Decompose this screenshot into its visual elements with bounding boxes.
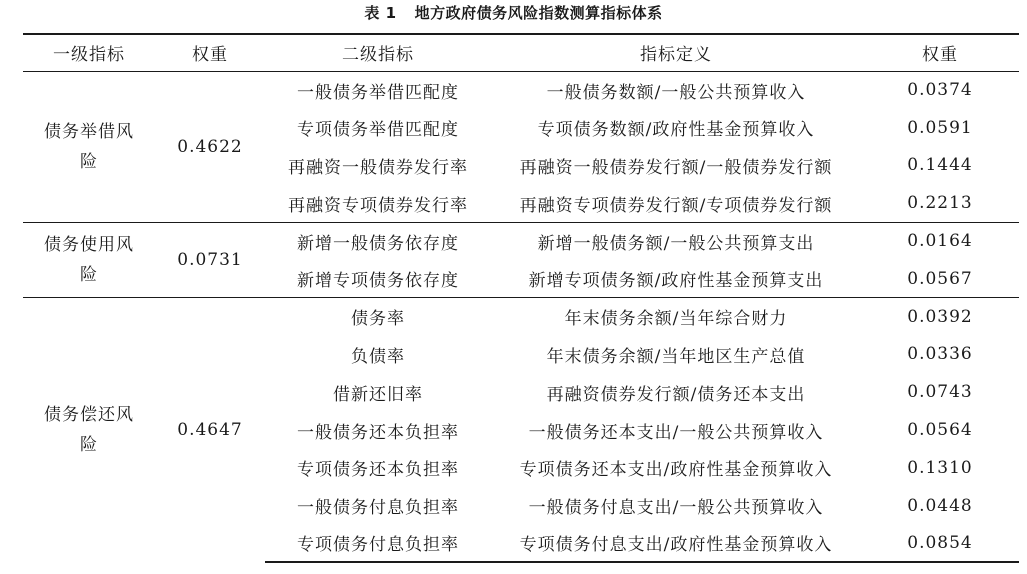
secondary-indicator-cell: 一般债务还本负担率 <box>297 422 459 443</box>
table-number: 表 1 <box>364 4 397 22</box>
secondary-indicator-cell: 一般债务付息负担率 <box>297 498 459 519</box>
definition-cell: 专项债务还本支出/政府性基金预算收入 <box>519 460 833 481</box>
definition-cell: 专项债务付息支出/政府性基金预算收入 <box>491 525 861 563</box>
secondary-indicator-cell: 负债率 <box>351 346 405 367</box>
secondary-indicator-cell: 一般债务举借匹配度 <box>297 82 459 103</box>
secondary-weight-cell: 0.1310 <box>907 457 973 478</box>
secondary-weight-cell: 0.0448 <box>907 495 973 516</box>
secondary-weight-cell: 0.0591 <box>907 117 973 138</box>
definition-cell: 一般债务还本支出/一般公共预算收入 <box>528 422 824 443</box>
header-definition: 指标定义 <box>491 34 861 71</box>
primary-weight-cell: 0.4647 <box>155 298 265 563</box>
primary-indicator-cell: 债务使用风险 <box>23 222 155 298</box>
definition-cell: 新增一般债务额/一般公共预算支出 <box>491 222 861 260</box>
secondary-indicator-cell: 新增一般债务依存度 <box>265 222 491 260</box>
secondary-indicator-cell: 再融资一般债券发行率 <box>288 157 468 178</box>
header-secondary-weight: 权重 <box>861 34 1019 71</box>
definition-cell: 一般债务数额/一般公共预算收入 <box>546 82 806 103</box>
secondary-weight-cell: 0.0392 <box>861 298 1019 336</box>
secondary-weight-cell: 0.0567 <box>907 268 973 289</box>
secondary-indicator-cell: 新增专项债务依存度 <box>297 271 459 292</box>
secondary-indicator-cell: 专项债务付息负担率 <box>265 525 491 563</box>
header-primary-weight: 权重 <box>155 34 265 71</box>
table-title: 地方政府债务风险指数测算指标体系 <box>414 4 663 22</box>
secondary-weight-cell: 0.2213 <box>907 193 973 214</box>
table-row <box>23 71 1019 109</box>
secondary-indicator-cell: 债务率 <box>265 298 491 336</box>
definition-cell: 再融资债券发行额/债务还本支出 <box>546 384 806 405</box>
secondary-indicator-cell: 专项债务还本负担率 <box>297 460 459 481</box>
definition-cell: 专项债务数额/政府性基金预算收入 <box>537 120 815 141</box>
secondary-weight-cell: 0.0854 <box>861 525 1019 563</box>
secondary-indicator-cell: 借新还旧率 <box>333 384 423 405</box>
definition-cell: 再融资一般债券发行额/一般债券发行额 <box>519 157 833 178</box>
secondary-weight-cell: 0.0743 <box>907 382 973 403</box>
primary-indicator-cell: 债务偿还风险 <box>23 298 155 563</box>
secondary-weight-cell: 0.0164 <box>861 222 1019 260</box>
definition-cell: 新增专项债务额/政府性基金预算支出 <box>528 271 824 292</box>
secondary-weight-cell: 0.0374 <box>907 80 973 101</box>
table-row <box>23 298 1019 336</box>
primary-indicator-cell: 债务举借风险 <box>44 121 134 172</box>
definition-cell: 年末债务余额/当年地区生产总值 <box>546 346 806 367</box>
header-primary-indicator: 一级指标 <box>23 34 155 71</box>
table-body <box>23 71 1019 562</box>
secondary-weight-cell: 0.0336 <box>907 344 973 365</box>
definition-cell: 年末债务余额/当年综合财力 <box>491 298 861 336</box>
secondary-indicator-cell: 专项债务举借匹配度 <box>297 120 459 141</box>
definition-cell: 再融资专项债券发行额/专项债券发行额 <box>519 195 833 216</box>
header-secondary-indicator: 二级指标 <box>265 34 491 71</box>
header-row <box>23 34 1019 71</box>
primary-weight-cell: 0.4622 <box>177 136 243 157</box>
primary-weight-cell: 0.0731 <box>155 222 265 298</box>
secondary-indicator-cell: 再融资专项债券发行率 <box>288 195 468 216</box>
table-caption <box>0 2 1027 24</box>
table-row <box>23 222 1019 260</box>
secondary-weight-cell: 0.1444 <box>907 155 973 176</box>
indicator-table <box>23 33 1019 563</box>
secondary-weight-cell: 0.0564 <box>907 420 973 441</box>
definition-cell: 一般债务付息支出/一般公共预算收入 <box>528 498 824 519</box>
